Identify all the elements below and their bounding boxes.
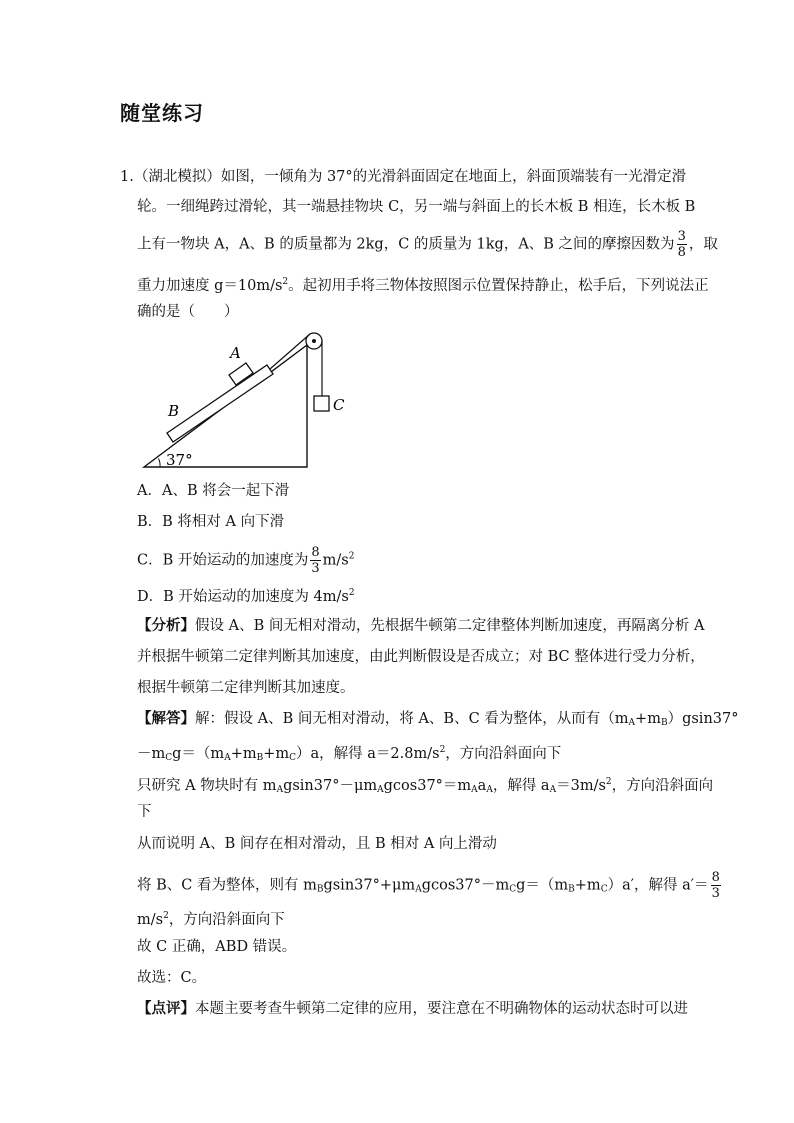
solution-text: g＝（m <box>172 746 225 762</box>
subscript: C <box>509 884 517 895</box>
subscript: C <box>165 753 173 763</box>
solution-line-4: 下 <box>137 804 152 820</box>
comment-tag: 【点评】 <box>137 1000 195 1017</box>
question-line-3 <box>137 229 718 260</box>
question-line-3-tail: ，取 <box>688 236 718 253</box>
question-line-1: 1.（湖北模拟）如图，一倾角为 37°的光滑斜面固定在地面上，斜面顶端装有一光滑定滑 <box>120 169 687 185</box>
solution-text: ，方向沿斜面向 <box>611 778 714 794</box>
solution-line-1 <box>137 709 738 733</box>
solution-text: a <box>477 778 487 794</box>
solution-text: gcos37°－m <box>421 877 510 894</box>
option-d-text: D．B 开始运动的加速度为 4m/s <box>137 589 349 605</box>
solution-text: 将 B、C 看为整体，则有 m <box>137 877 317 894</box>
option-c-text: C．B 开始运动的加速度为 <box>137 552 309 569</box>
label-b: B <box>168 402 180 420</box>
question-line-4-tail: 。起初用手将三物体按照图示位置保持静止，松手后，下列说法正 <box>288 278 709 294</box>
subscript: A <box>276 785 284 795</box>
solution-text: ）a′，解得 a′＝ <box>607 877 709 894</box>
solution-line-9: 故选：C。 <box>137 970 207 986</box>
solution-line-6 <box>137 870 723 901</box>
solution-line-3 <box>137 772 713 800</box>
question-line-5: 确的是（ ） <box>137 304 239 320</box>
analysis-text: 假设 A、B 间无相对滑动，先根据牛顿第二定律整体判断加速度，再隔离分析 A <box>195 618 705 634</box>
gravity-text: 重力加速度 g＝10m/s <box>137 278 283 294</box>
subscript: A <box>471 785 478 795</box>
solution-text: +m <box>230 746 257 762</box>
section-title: 随堂练习 <box>120 101 204 125</box>
solution-text: ，方向沿斜面向下 <box>168 912 285 928</box>
solution-line-8: 故 C 正确，ABD 错误。 <box>137 939 297 955</box>
solution-text: ＝3m/s <box>556 778 606 794</box>
solution-fraction <box>711 870 721 901</box>
angle-arc <box>159 459 161 468</box>
pulley-axle <box>312 339 316 343</box>
subscript: A <box>377 785 384 795</box>
solution-tag: 【解答】 <box>137 710 195 727</box>
friction-fraction <box>677 229 687 260</box>
fraction-denominator: 3 <box>311 561 320 576</box>
solution-line-2 <box>137 740 561 768</box>
angle-label: 37° <box>166 451 193 469</box>
subscript: A <box>415 884 422 895</box>
option-b: B．B 将相对 A 向下滑 <box>137 514 285 530</box>
superscript: 2 <box>348 588 355 598</box>
question-line-2: 轮。一细绳跨过滑轮，其一端悬挂物块 C，另一端与斜面上的长木板 B 相连，长木板 B <box>137 199 696 215</box>
analysis-line-2: 并根据牛顿第二定律判断其加速度，由此判断假设是否成立；对 BC 整体进行受力分析， <box>137 649 705 665</box>
option-c <box>137 545 354 576</box>
superscript: 2 <box>605 777 612 787</box>
analysis-line-3: 根据牛顿第二定律判断其加速度。 <box>137 680 355 696</box>
subscript: B <box>256 753 264 763</box>
solution-text: m/s <box>137 912 164 928</box>
question-line-4 <box>137 272 709 296</box>
solution-text: 只研究 A 物块时有 m <box>137 778 277 794</box>
solution-text: ）a，解得 a＝2.8m/s <box>296 746 440 762</box>
superscript: 2 <box>163 911 169 921</box>
label-c: C <box>333 396 345 414</box>
subscript: C <box>289 753 297 763</box>
superscript: 2 <box>439 745 446 755</box>
subscript: B <box>316 884 324 895</box>
solution-line-7 <box>137 906 285 930</box>
option-c-unit: m/s <box>322 552 349 569</box>
solution-text: g＝（m <box>516 877 569 894</box>
subscript: C <box>600 884 608 895</box>
fraction-denominator: 8 <box>677 245 686 260</box>
comment-text: 本题主要考查牛顿第二定律的应用，要注意在不明确物体的运动状态时可以进 <box>195 1001 688 1017</box>
option-d <box>137 583 355 607</box>
subscript: A <box>628 718 636 728</box>
solution-text: gcos37°＝m <box>383 778 472 794</box>
solution-text: +m <box>635 711 661 727</box>
board-b <box>167 365 273 442</box>
question-line-3-text: 上有一物块 A，A、B 的质量都为 2kg，C 的质量为 1kg，A、B 之间的摩擦因数为 <box>137 236 675 253</box>
fraction-numerator: 3 <box>677 229 686 244</box>
superscript: 2 <box>282 277 289 287</box>
solution-line-5: 从而说明 A、B 间存在相对滑动，且 B 相对 A 向上滑动 <box>137 836 497 852</box>
subscript: A <box>224 753 231 763</box>
solution-text: +m <box>574 877 601 894</box>
solution-text: ，解得 a <box>492 778 550 794</box>
subscript: B <box>660 718 668 728</box>
solution-text: +m <box>263 746 290 762</box>
fraction-numerator: 8 <box>311 545 320 560</box>
analysis-line-1 <box>137 616 704 636</box>
solution-text: gsin37°－μm <box>283 778 378 794</box>
superscript: 2 <box>348 551 355 562</box>
block-c <box>314 396 329 411</box>
solution-text: ）gsin37° <box>667 711 739 727</box>
label-a: A <box>230 344 241 362</box>
fraction-denominator: 3 <box>711 886 720 901</box>
solution-text: －m <box>137 746 166 762</box>
solution-text: gsin37°+μm <box>323 877 416 894</box>
analysis-tag: 【分析】 <box>137 617 195 634</box>
subscript: A <box>549 785 557 795</box>
subscript: B <box>568 884 575 895</box>
fraction-numerator: 8 <box>711 870 720 885</box>
incline-diagram <box>140 330 360 475</box>
subscript: A <box>486 785 493 795</box>
rope-incline <box>270 334 310 369</box>
comment-line <box>137 999 688 1019</box>
solution-text: ，方向沿斜面向下 <box>445 746 562 762</box>
solution-text: 解：假设 A、B 间无相对滑动，将 A、B、C 看为整体，从而有（m <box>195 711 629 727</box>
option-a: A．A、B 将会一起下滑 <box>137 483 290 499</box>
option-c-fraction <box>310 545 320 576</box>
